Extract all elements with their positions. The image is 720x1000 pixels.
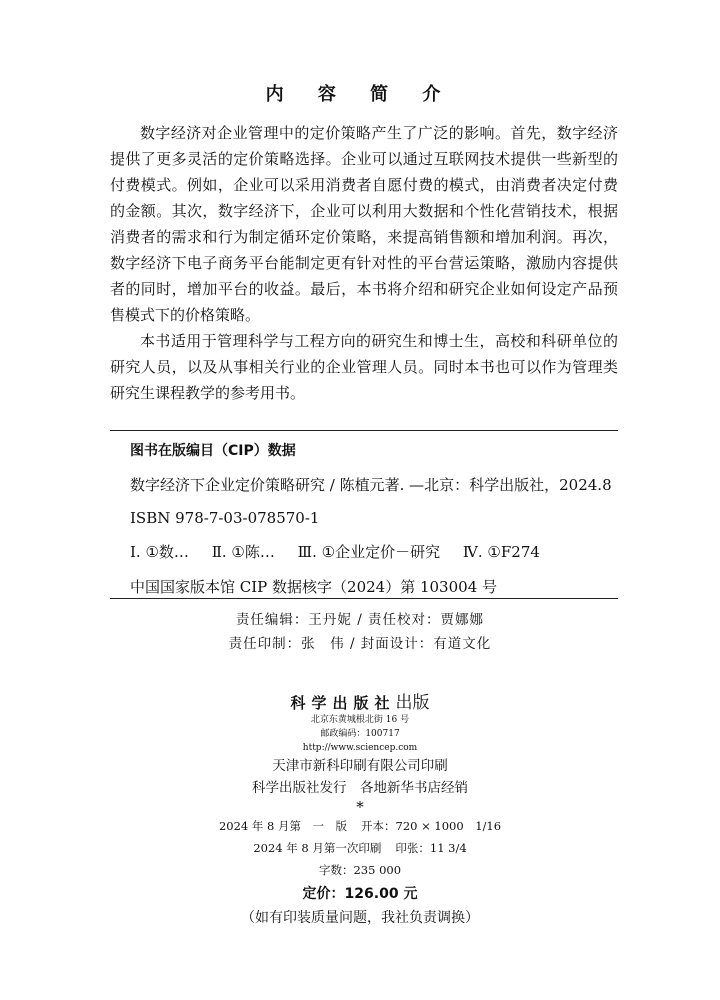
summary-section bbox=[110, 120, 618, 406]
staff-line-2: 责任印制：张 伟 / 封面设计：有道文化 bbox=[228, 636, 492, 652]
publisher-name bbox=[0, 688, 720, 713]
printing-line bbox=[0, 837, 720, 859]
cip-class-1: Ⅰ. ①数… bbox=[130, 543, 189, 561]
cip-approval-number: 中国国家版本馆 CIP 数据核字（2024）第 103004 号 bbox=[130, 578, 498, 596]
separator-star: * bbox=[356, 798, 364, 816]
cip-class-3: Ⅲ. ①企业定价－研究 bbox=[297, 543, 441, 561]
publisher-suffix: 出版 bbox=[395, 693, 430, 713]
cip-classification bbox=[130, 541, 618, 562]
edition-line bbox=[0, 815, 720, 837]
cip-top-divider bbox=[110, 430, 618, 431]
isbn: ISBN 978-7-03-078570-1 bbox=[130, 509, 320, 527]
summary-paragraph-2: 本书适用于管理科学与工程方向的研究生和博士生，高校和科研单位的研究人员，以及从事相关行业的企业管理人员。同时本书也可以作为管理类研究生课程教学的参考用书。 bbox=[110, 332, 618, 402]
publisher-address: 北京东黄城根北街 16 号 bbox=[310, 715, 410, 725]
summary-paragraph-1: 数字经济对企业管理中的定价策略产生了广泛的影响。首先，数字经济提供了更多灵活的定价策略选择。企业可以通过互联网技术提供一些新型的付费模式。例如，企业可以采用消费者自愿付费的模式，由消费者决定付费的金额。其次，数字经济下，企业可以利用大数据和个性化营销技术，根据消费者的需求和行为制定循环定价策略，来提高销售额和增加利润。再次，数字经济下电子商务平台能制定更有针对性的平台营运策略，激励内容提供者的同时，增加平台的收益。最后，本书将介绍和研究企业如何设定产品预售模式下的价格策略。 bbox=[110, 124, 618, 324]
format-info: 开本：720 × 1000 1/16 bbox=[361, 819, 502, 833]
cip-record: 数字经济下企业定价策略研究 / 陈植元著. —北京：科学出版社，2024.8 bbox=[130, 476, 612, 494]
distribution-line: 科学出版社发行 各地新华书店经销 bbox=[252, 780, 468, 796]
cip-class-4: Ⅳ. ①F274 bbox=[462, 543, 540, 561]
cip-section bbox=[130, 440, 618, 611]
publisher-website: http://www.sciencep.com bbox=[302, 743, 418, 753]
quality-notice: （如有印装质量问题，我社负责调换） bbox=[241, 910, 479, 926]
staff-line-1: 责任编辑：王丹妮 / 责任校对：贾娜娜 bbox=[235, 612, 485, 628]
printer-line: 天津市新科印刷有限公司印刷 bbox=[272, 758, 448, 774]
price: 定价：126.00 元 bbox=[302, 886, 418, 902]
edition-info: 2024 年 8 月第 一 版 bbox=[218, 819, 348, 833]
staff-credits bbox=[0, 608, 720, 656]
cip-bottom-divider bbox=[110, 598, 618, 599]
publisher-logo: 科学出版社 bbox=[290, 694, 396, 712]
page-title: 内 容 简 介 bbox=[265, 84, 455, 105]
sheets-info: 印张：11 3/4 bbox=[395, 841, 467, 855]
publisher-postcode: 邮政编码：100717 bbox=[320, 729, 400, 739]
wordcount-line: 字数：235 000 bbox=[318, 863, 402, 877]
cip-class-2: Ⅱ. ①陈… bbox=[211, 543, 275, 561]
printing-info: 2024 年 8 月第一次印刷 bbox=[253, 841, 382, 855]
cip-heading: 图书在版编目（CIP）数据 bbox=[130, 443, 296, 459]
publisher-section bbox=[0, 688, 720, 929]
